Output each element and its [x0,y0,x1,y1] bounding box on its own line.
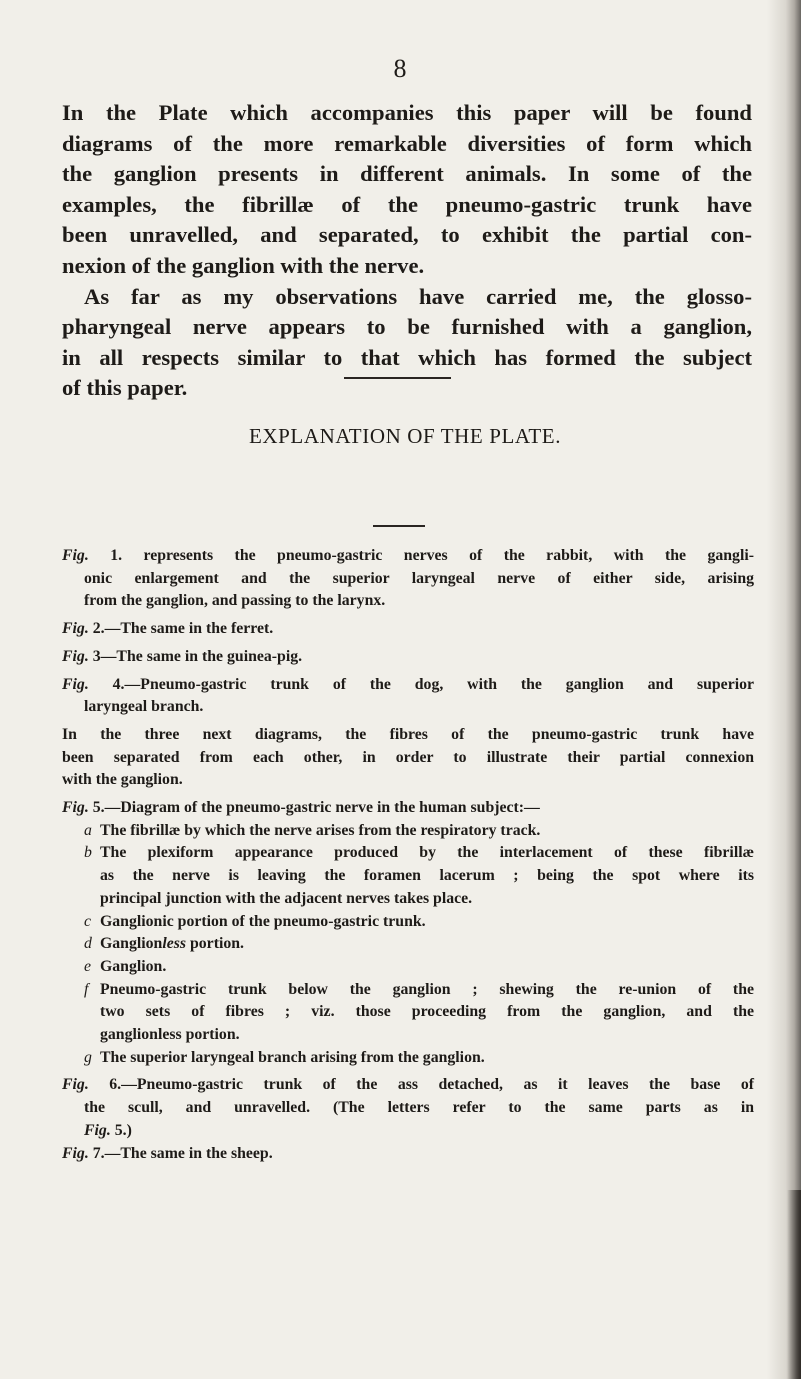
body-line: in all respects similar to that which has formed the subject [62,344,752,370]
item-letter: d [84,935,92,953]
fig-label: Fig. [62,620,89,638]
body-line: pharyngeal nerve appears to be furnished with a ganglion, [62,314,752,340]
body-line: diagrams of the more remarkable diversities of form which [62,130,752,156]
body-line: examples, the fibrillæ of the pneumo-gastric trunk have [62,191,752,217]
fig-label: Fig. [84,1121,111,1139]
section-heading: EXPLANATION OF THE PLATE. [248,424,562,448]
fig-label: Fig. [62,799,89,817]
item-d: d Ganglionless portion. [62,933,754,956]
item-b: b The plexiform appearance produced by the interlacement of these fibrillæ [62,842,754,865]
body-line: the ganglion presents in different animals. In some of the [62,161,752,187]
fig6-line: Fig. 5.) [84,1121,132,1139]
body-line: nexion of the ganglion with the nerve. [62,252,425,278]
fig-label: Fig. [62,547,89,564]
page-edge-dark [787,1190,801,1379]
fig-label: Fig. [62,675,89,693]
page-edge-shadow [767,0,801,1379]
fig1-line: onic enlargement and the superior laryngeal nerve of either side, arising [84,569,754,587]
fig-label: Fig. [62,647,89,665]
fig3-line: Fig. 3—The same in the guinea-pig. [62,647,303,665]
fig1-line: Fig. 1. represents the pneumo-gastric nerves of the rabbit, with the gangli- [62,547,754,564]
item-letter: b [84,844,92,862]
page-number: 8 [393,54,407,83]
item-b-line: as the nerve is leaving the foramen lacerum ; being the spot where its [100,867,754,885]
heading-divider [373,525,425,527]
plate-explanation [62,545,754,1165]
fig-label: Fig. [62,1076,89,1094]
item-a: a The fibrillæ by which the nerve arises from the respiratory track. [62,820,754,843]
fig5-line: Fig. 5.—Diagram of the pneumo-gastric nerve in the human subject:— [62,799,540,817]
fig1-line: from the ganglion, and passing to the larynx. [84,592,386,610]
body-paragraphs [62,98,752,404]
item-letter: c [84,912,92,930]
body-line: of this paper. [62,375,188,401]
intro-line: In the three next diagrams, the fibres of the pneumo-gastric trunk have [62,725,754,743]
item-f-line: two sets of fibres ; viz. those proceeding from the ganglion, and the [100,1003,754,1021]
item-b-line: principal junction with the adjacent nerves takes place. [100,889,473,907]
item-letter: e [84,957,92,975]
item-c: c Ganglionic portion of the pneumo-gastric trunk. [62,911,754,934]
item-letter: f [84,980,89,998]
fig6-line: the scull, and unravelled. (The letters refer to the same parts as in [84,1099,754,1117]
intro-line: with the ganglion. [62,771,183,789]
item-g: g The superior laryngeal branch arising from the ganglion. [62,1047,754,1070]
fig-label: Fig. [62,1144,89,1162]
fig4-line: laryngeal branch. [84,698,204,716]
item-f: f Pneumo-gastric trunk below the ganglion ; shewing the re-union of the [62,979,754,1002]
body-line: been unravelled, and separated, to exhibit the partial con- [62,222,752,248]
item-e: e Ganglion. [62,956,754,979]
body-line: As far as my observations have carried me, the glosso- [84,283,752,309]
item-letter: g [84,1048,92,1066]
section-divider [344,377,451,379]
fig6-line: Fig. 6.—Pneumo-gastric trunk of the ass detached, as it leaves the base of [62,1076,754,1094]
intro-line: been separated from each other, in order to illustrate their partial connexion [62,748,754,766]
fig4-line: Fig. 4.—Pneumo-gastric trunk of the dog, with the ganglion and superior [62,675,754,693]
item-letter: a [84,821,92,839]
item-f-line: ganglionless portion. [100,1026,240,1044]
body-line: In the Plate which accompanies this paper will be found [62,100,752,125]
fig7-line: Fig. 7.—The same in the sheep. [62,1144,273,1162]
fig2-line: Fig. 2.—The same in the ferret. [62,620,274,638]
